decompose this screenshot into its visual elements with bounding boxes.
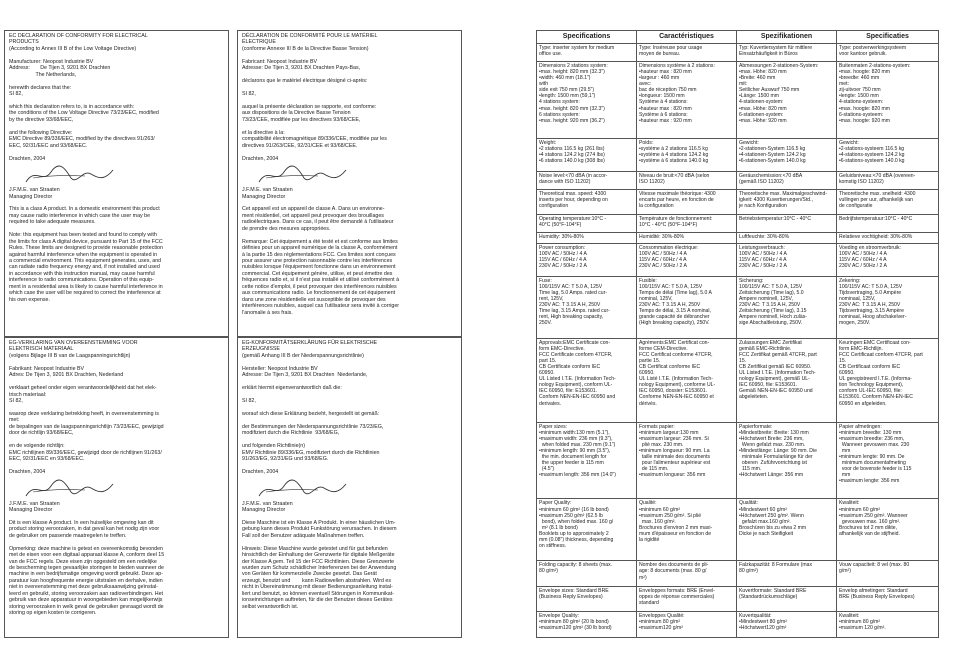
- spec-row: [537, 612, 939, 638]
- spec-cell: Theoretical max. speed: 4300 inserts per hour, depending on configuration: [537, 189, 637, 214]
- notice-line: his own expense.: [9, 296, 50, 303]
- declaration-notice: [242, 520, 457, 610]
- notice-line: in accordance with this instruction manual, may cause harmful: [9, 270, 155, 277]
- declaration-line: DÉCLARATION DE CONFORMITÉ POUR LE MATÉRIEL: [242, 33, 378, 39]
- spec-row: [537, 422, 939, 499]
- declaration-line: (gemäß Anhang III B der Niederspannungsrichtlinie): [242, 352, 364, 359]
- notice-line: hinsichtlich der Einhaltung der Grenzwerte für digitale Meßgeräte: [242, 552, 395, 559]
- declaration-line: modifiziert durch die Richtlinie 93/68/EG,: [242, 430, 340, 437]
- signature: [256, 477, 351, 501]
- declaration-notice: [242, 206, 457, 316]
- declaration-line: Fabrikant: Neopost Industrie BV: [9, 365, 85, 372]
- spec-cell: Paper sizes: •minimum width:130 mm (5.1"), •maximum width: 236 mm (9.3"), when folded max. 230 mm (9.1") •minimum length: 90 mm (3.5"), the min. document length for the upper feeder is 115 mm (4.5") •maximum length: 356 mm (14.0"): [537, 422, 637, 499]
- notice-line: product storing veroorzaken, in dat geval kan het nodig zijn voor: [9, 526, 160, 533]
- declaration-line: door de richtlijn 93/68/EEC,: [9, 430, 74, 437]
- declaration-header: [242, 33, 457, 162]
- declaration-line: EG-KONFORMITÄTSERKLÄRUNG FÜR ELEKTRISCHE: [242, 340, 378, 346]
- declaration-header: [242, 340, 457, 476]
- spec-cell: Zulassungen:EMC Zertifikat gemäß EMC-Richtlinie. FCC Zertifikat gemäß 47CFR, part 15. CB Zertifikat gemäß IEC 60950. UL Listed I.T.E. (Information Tech- nology Equipment), gemäß UL- IEC 60950, file: E153601. Gemäß NEN-EN-IEC 60950 und abgeleiteten.: [737, 339, 837, 423]
- declaration-line: der Bestimmungen der Niederspannungsrichtlinie 73/23/EG,: [242, 423, 384, 430]
- spec-cell: Operating temperature:10°C - 40°C (50°F-104°F): [537, 215, 637, 233]
- declaration-line: the conditions of the Low Voltage Directive 73/23/EEC, modified: [9, 110, 159, 117]
- notice-line: ment résidentiel, cet appareil peut provoquer des brouillages: [242, 212, 384, 219]
- spec-cell: Relatieve vochtigheid: 30%-80%: [837, 233, 939, 244]
- notice-line: de bescherming tegen gevaarlijke storingen te bieden wanneer de: [9, 565, 164, 572]
- signature-role: Managing Director: [9, 193, 53, 200]
- spec-cell: Kwaliteit: •minimum 80 g/m² •maximum 120 g/m².: [837, 612, 939, 638]
- signature-name: J.F.M.E. van Straaten: [9, 500, 60, 507]
- declaration-line: Adresse: De Tijen 3, 9201 BX Drachten Niederlande,: [242, 372, 368, 379]
- signature-name: J.F.M.E. van Straaten: [242, 500, 293, 507]
- declaration-line: (According to Annex III B of the Low Voltage Directive): [9, 45, 137, 52]
- notice-line: à la partie 15 des réglementations FCC. Ces limites sont conçues: [242, 251, 396, 258]
- declaration-line: met:: [9, 417, 20, 424]
- specifications-table: [536, 30, 939, 638]
- notice-line: which case the user will be required to correct the interference at: [9, 290, 161, 297]
- notice-line: fréquences radio et, si il n'est pas installé et utilisé conformément à: [242, 277, 400, 284]
- spec-cell: Consommation électrique: 100V AC / 50Hz / 4 A 115V AC / 60Hz / 4 A 230V AC / 50Hz / 2 A: [637, 244, 737, 277]
- notice-line: Cet appareil est un appareil de classe A. Dans un environne-: [242, 206, 385, 213]
- notice-line: interference to radio communications. Operation of this equip-: [9, 277, 154, 284]
- spec-cell: Vitesse maximale théorique: 4300 encarts par heure, en fonction de la configuration: [637, 189, 737, 214]
- declaration-line: Drachten, 2004: [242, 155, 279, 162]
- declaration-line: The Netherlands,: [9, 71, 77, 78]
- notice-line: dans une zone résidentielle est susceptible de provoquer des: [242, 296, 386, 303]
- spec-cell: Kwaliteit: •minimum 60 g/m² •maximum 250 g/m². Wanneer gevouwen max. 160 g/m². Brochures tot 2 mm dikte, afhankelijk van de stijfheid.: [837, 499, 939, 561]
- notice-line: ment in a residential area is likely to cause harmful interference in: [9, 283, 163, 290]
- notice-line: selbst verantwortlich ist.: [242, 603, 299, 610]
- spec-cell: Type: postverwerkingsysteem voor kantoor gebruik.: [837, 44, 939, 62]
- notice-line: leerd en gebruikt, storing veroorzaken aan radioverbindingen. Het: [9, 590, 163, 597]
- notice-line: Fall soll der Benutzer adäquate Maßnahmen treffen.: [242, 532, 365, 539]
- notice-line: commercial. Cet équipement génère, utilise, et peut émettre des: [242, 270, 393, 277]
- notice-line: Diese Maschine ist ein Klasse A Produkt. In einer häuslichen Um-: [242, 519, 396, 526]
- signature-scribble-icon: [256, 163, 351, 187]
- spec-cell: Falzkapazität: 8 Formulare (max 80 g/m²): [737, 561, 837, 586]
- declaration-line: trisch materiaal:: [9, 391, 47, 398]
- declaration-line: Drachten, 2004: [9, 469, 46, 476]
- declaration-line: by the directive 93/68/EEC,: [9, 116, 74, 123]
- spec-cell: Température de fonctionnement: 10°C - 40°C (50°F-104°F): [637, 215, 737, 233]
- spec-cell: Humidité: 30%-80%: [637, 233, 737, 244]
- declaration-en: [4, 30, 229, 337]
- spec-cell: Humidity: 30%-80%: [537, 233, 637, 244]
- notice-line: ionseinrichtungen auftreten, für die der Benutzer dieses Gerätes: [242, 597, 393, 604]
- spec-cell: Enveloppes Qualité: •minimum 80 g/m² •maximum120 g/m²: [637, 612, 737, 638]
- notice-line: interférences nuisibles, auquel cas l'utilisateur sera invité à corriger: [242, 303, 400, 310]
- notice-line: de gebruiker om passende maatregelen te treffen.: [9, 532, 127, 539]
- spec-row: [537, 233, 939, 244]
- declaration-line: Manufacturer: Neopost Industrie BV: [9, 58, 94, 65]
- spec-cell: Type: inserter system for medium office use.: [537, 44, 637, 62]
- notice-line: pour assurer une protection raisonnable contre les interférences: [242, 258, 393, 265]
- declaration-line: SI 82,: [242, 91, 256, 98]
- declaration-line: EG-VERKLARING VAN OVEREENSTEMMING VOOR: [9, 340, 138, 346]
- spec-cell: Kuvertformate: Standard BRE (Standardrückumschläge): [737, 586, 837, 611]
- spec-cell: Envelop afmetingen: Standard BRE (Business Reply Envelopes): [837, 586, 939, 611]
- declaration-line: Fabricant: Neopost Industrie BV: [242, 58, 318, 65]
- spec-cell: Abmessungen 2-stationen-System: •max. Höhe: 820 mm •Breite: 460 mm mit: Seitlicher Auswurf 750 mm •Länge: 1500 mm 4-stationen-system: •max. Höhe: 820 mm 6-stationen-system: •max. Höhe: 920 mm: [737, 62, 837, 139]
- notice-line: Note: this equipment has been tested and found to comply with: [9, 232, 157, 239]
- notice-line: l'anomalie à ses frais.: [242, 309, 293, 316]
- spec-row: [537, 189, 939, 214]
- spec-cell: Papierformate: •Mindestbreite: Breite: 130 mm •Höchstwert Breite: 236 mm, Wenn gefalzt max. 230 mm. •Mindestlänge: Länge: 90 mm. Die minimale Formularlänge für der oberen Zuführvorrichtung ist 115 mm. •Höchstwert Länge: 356 mm: [737, 422, 837, 499]
- spec-header-fr: Caractéristiques: [637, 31, 737, 44]
- declaration-line: Drachten, 2004: [242, 469, 279, 476]
- spec-cell: Bedrijfstemperatuur:10°C - 40°C: [837, 215, 939, 233]
- declaration-line: which this declaration refers to, is in accordance with:: [9, 103, 135, 110]
- notice-line: Opmerking: deze machine is getest en overeenkomstig bevonden: [9, 545, 163, 552]
- declaration-line: ERZEUGNISSE: [242, 346, 280, 353]
- spec-header-de: Spezifikationen: [737, 31, 837, 44]
- signature-scribble-icon: [23, 477, 118, 501]
- spec-cell: Papier afmetingen: •minimum breedte: 130 mm •maximum breedte: 236 mm, Wanneer gevouwen max. 230 mm •minimum lengte: 90 mm. De minimum documentafmeting voor de bovenste feeder is 115 mm •maximum lengte: 356 mm: [837, 422, 939, 499]
- declaration-line: Drachten, 2004: [9, 155, 46, 162]
- notice-line: Dit is een klasse A product. In een huiselijke omgeving kan dit: [9, 519, 154, 526]
- spec-cell: Agréments:EMC Certificat con- forme CEM-Directive. FCC Certificat conforme 47CFR, partie 15. CB Certificat conforme IEC 60950. UL Listé I.T.E. (Information Tech- nology Equipment), conforme UL- IEC 60950, dossier: E153601. Conforme NEN-EN-IEC 60950 et dérivés.: [637, 339, 737, 423]
- declaration-header: [9, 340, 224, 476]
- declaration-line: EMC Directive 89/336/EEC, modified by the directives 91/263/: [9, 136, 155, 143]
- declaration-line: ÉLECTRIQUE: [242, 39, 276, 46]
- spec-cell: Dimensions système à 2 stations: •hauteur max : 820 mm •largeur : 460 mm avec: bac de réception 750 mm •longueur: 1500 mm Système à 4 stations: •hauteur max : 820 mm Système à 6 stations: •hauteur max : 920 mm: [637, 62, 737, 139]
- declaration-line: erklärt hiermit eigenverantwortlich daß die:: [242, 385, 342, 392]
- signature-role: Managing Director: [242, 506, 286, 513]
- notice-line: van de FCC regels. Deze eisen zijn opgesteld om een redelijke: [9, 558, 157, 565]
- declaration-nl: [4, 337, 229, 638]
- spec-cell: Paper Quality: •minimum 60 g/m² (16 lb bond) •maximum 250 g/m² (62.5 lb bond), when folded max. 160 g/ m² (8.1 lb bond) Booklets up to approximately 2 mm (0.08") thickness, depending on stiffness.: [537, 499, 637, 561]
- signature-name: J.F.M.E. van Straaten: [242, 187, 293, 194]
- declaration-line: en de volgende richtlijn:: [9, 443, 65, 450]
- spec-cell: Luftfeuchte: 30%-80%: [737, 233, 837, 244]
- spec-cell: Zekering: 100/115V AC: T 5.0 A, 125V Tijdsvertraging, 5.0 Ampère nominaal, 125V, 230V AC: T 3.15 A H, 250V Tijdsvertraging, 3.15 Ampère nominaal, Hoog afschakelver- mogen, 250V.: [837, 277, 939, 339]
- spec-cell: Niveau de bruit:<70 dBA (selon ISO 11202): [637, 171, 737, 189]
- declaration-line: Hersteller: Neopost Industrie BV: [242, 365, 318, 372]
- spec-cell: Weight: •2 stations 116.5 kg (261 lbs) •4 stations 124.2 kg (274 lbs) •6 stations 140.0 kg (308 lbs): [537, 138, 637, 171]
- notice-line: der Klasse A gem. Teil 15 der FCC Richtlinien. Diese Grenzwerte: [242, 558, 395, 565]
- notice-line: Rules. These limits are designed to provide reasonable protection: [9, 245, 163, 252]
- notice-line: storing veroorzaken in welk geval de gebruiker gevraagd wordt de: [9, 603, 164, 610]
- declaration-line: and the following Directive:: [9, 129, 73, 136]
- spec-cell: Geluidsniveau:<70 dBA (overeen- komstig ISO 11202): [837, 171, 939, 189]
- signature: [256, 163, 351, 187]
- notice-line: nuisibles lorsque l'équipement fonctionne dans un environnement: [242, 264, 396, 271]
- spec-cell: Gewicht: •2-stations-systeem 116.5 kg •4-stations-systeem 124.2 kg •6-stations-systeem 140.0 kg: [837, 138, 939, 171]
- signature: [23, 163, 118, 187]
- declaration-line: Adres: De Tijen 3, 9201 BX Drachten, Nederland: [9, 372, 124, 379]
- notice-line: Hinweis: Diese Maschine wurde getestet und für gut befunden: [242, 545, 388, 552]
- spec-row: [537, 44, 939, 62]
- declaration-line: und folgenden Richtlinie(n): [242, 443, 306, 450]
- declaration-line: worauf sich diese Erklärung bezieht, hergestellt ist gemäß:: [242, 410, 380, 417]
- declaration-line: de bepalingen van de laagspanningsrichtlijn 73/23/EEC, gewijzigd: [9, 423, 164, 430]
- notice-line: gebruik van deze apparatuur in woongebieden kan mogelijkerwijs: [9, 597, 163, 604]
- notice-line: Remarque: Cet équipement a été testé et est conforme aux limites: [242, 238, 398, 245]
- spec-cell: Typ: Kuvertiersystem für mittlere Einsatzhäufigkeit in Büros: [737, 44, 837, 62]
- spec-cell: Dimensions 2 stations system: •max. height: 820 mm (32.3") •width: 460 mm (18.1") with side exit 750 mm (29.5") •length: 1500 mm (59,1") 4 stations system: •max. height: 820 mm (32.3") 6 stations system: •max. height: 920 mm (36.2"): [537, 62, 637, 139]
- declaration-notice: [9, 206, 224, 303]
- declaration-fr: [237, 30, 462, 337]
- declaration-line: 73/23/CEE, modifiée par les directives 93/68/CEE,: [242, 116, 361, 123]
- declaration-line: directives 91/263/CEE, 92/31/CEE et 93/68/CEE.: [242, 142, 358, 149]
- declaration-line: déclarons que le matériel électrique désigné ci-après:: [242, 78, 368, 85]
- spec-cell: Geräuschemission:<70 dBA (gemäß ISO 11202): [737, 171, 837, 189]
- spec-row: [537, 62, 939, 139]
- spec-cell: Kuvertqualität: •Mindestwert 80 g/m² •Höchstwert120 g/m²: [737, 612, 837, 638]
- signature: [23, 477, 118, 501]
- declaration-line: ELEKTRISCH MATERIAAL: [9, 346, 74, 353]
- spec-cell: Keuringen:EMC Certificaat con- form EMC-Richtlijn. FCC Certificaat conform 47CFR, part 15. CB Certificaat conform IEC 60950. UL geregistreerd I.T.E. (Informa- tion Technology Equipment), conform UL-IEC 60950, file: E153601. Conform NEN-EN-IEC 60950 en afgeleiden.: [837, 339, 939, 423]
- notice-line: von Geräten für kommerzielle Zwecke gesetzt. Das Gerät: [242, 571, 377, 578]
- notice-line: the limits for class A digital device, pursuant to Part 15 of the FCC: [9, 238, 163, 245]
- notice-line: met de eisen voor een digitaal apparaat klasse A, conform deel 15: [9, 552, 165, 559]
- spec-row: [537, 339, 939, 423]
- declaration-line: verklaart geheel onder eigen verantwoordelijkheid dat het elek-: [9, 385, 157, 392]
- declaration-line: compatibilité électromagnétique 89/336/CEE, modifiée par les: [242, 136, 387, 143]
- spec-cell: Poids: •système à 2 stations 116.5 kg •système à 4 stations 124.2 kg •système à 6 stations 140.0 kg: [637, 138, 737, 171]
- notice-line: paratuur kan hoogfrequente energie uitstralen en derhalve, indien: [9, 577, 163, 584]
- spec-header-nl: Specificaties: [837, 31, 939, 44]
- notice-line: can radiate radio frequency energy and, if not installed and used: [9, 264, 160, 271]
- notice-line: against harmful interference when the equipment is operated in: [9, 251, 158, 258]
- spec-row: [537, 586, 939, 611]
- spec-cell: Approvals:EMC Certificate con- form EMC-Directive. FCC Certificate conform 47CFR, part 15. CB Certificate conform IEC 60950. UL Listed I.T.E. (Information Tech- nology Equipment), conform UL- IEC 60950, file: E153601. Conform NEN-EN-IEC 60950 and derivates.: [537, 339, 637, 423]
- declaration-line: PRODUCTS: [9, 39, 39, 46]
- notice-line: storing op eigen kosten te corrigeren.: [9, 610, 97, 617]
- spec-cell: Buitenmaten 2-stations-system: •max. hoogte: 820 mm •breedte: 460 mm met: zij-uitvoer 750 mm •lengte: 1500 mm 4-stations-systeem: •max. hoogte: 820 mm 6-stations-systeem: •max. hoogte: 920 mm: [837, 62, 939, 139]
- spec-cell: Enveloppes formats: BRE (Envel- oppes de réponse commerciales) standard: [637, 586, 737, 611]
- spec-cell: Folding capacity: 8 sheets (max. 80 g/m²): [537, 561, 637, 586]
- notice-line: aux communications radio. Le fonctionnement de cet équipement: [242, 290, 396, 297]
- notice-line: définies pour un appareil numérique de la classe A, conformément: [242, 245, 398, 252]
- signature-role: Managing Director: [9, 506, 53, 513]
- declaration-line: 91/263/EG, 92/31/EG und 93/68/EG.: [242, 456, 329, 463]
- spec-row: [537, 138, 939, 171]
- declaration-line: SI 82,: [9, 398, 23, 405]
- spec-cell: Fusible: 100/115V AC: T 5.0 A, 125V Temps de délai (Time lag), 5.0 A nominal, 125V, 230V AC: T 3.15 A H, 250V Temps de délai, 3.15 A nominal, grande capacité de débrancher (High breaking capacity), 250V.: [637, 277, 737, 339]
- spec-cell: Nombre des documents de pli- age: 8 documents (max. 80 g/ m²): [637, 561, 737, 586]
- notice-line: gebung kann dieses Produkt Funkstörung verursachen. In diesem: [242, 526, 397, 533]
- notice-line: machine in een bedrijfsmatige omgeving wordt gebruikt. Deze ap-: [9, 571, 163, 578]
- spec-cell: Voeding en stroomverbruik: 100V AC / 50Hz / 4 A 115V AC / 60Hz / 4 A 230V AC / 50Hz / 2 A: [837, 244, 939, 277]
- spec-cell: Envelope Quality: •minimum 80 g/m² (20 lb bond) •maximum120 g/m² (30 lb bond): [537, 612, 637, 638]
- spec-header-row: [537, 31, 939, 44]
- declaration-line: waarop deze verklaring betrekking heeft, in overeenstemming is: [9, 410, 159, 417]
- notice-line: required to take adequate measures.: [9, 219, 96, 226]
- notice-line: may cause radio interference in which case the user may be: [9, 212, 151, 219]
- spec-row: [537, 244, 939, 277]
- spec-cell: Theoretische max. Maximalgeschwind- igkeit: 4300 Kuvertierungen/Std., je nach Konfiguration: [737, 189, 837, 214]
- notice-line: erzeugt, benutzt und kann Radiowellen abstrahlen. Wird es: [242, 577, 391, 584]
- signature-scribble-icon: [256, 477, 351, 501]
- spec-row: [537, 215, 939, 233]
- spec-row: [537, 561, 939, 586]
- spec-cell: Qualität: •Mindestwert 60 g/m² •Höchstwert 250 g/m². Wenn gefalzt max.160 g/m². Broschüren bis zu etwa 2 mm Dicke je nach Steifigkeit: [737, 499, 837, 561]
- notice-line: liert und benutzt, so können eventuell Störungen in Kommunikat-: [242, 590, 394, 597]
- notice-line: a commercial environment. This equipment generates, uses, and: [9, 258, 162, 265]
- spec-row: [537, 499, 939, 561]
- spec-row: [537, 277, 939, 339]
- declaration-line: Address: De Tijen 3, 9201 BX Drachten: [9, 65, 111, 72]
- spec-cell: Theoretische max. snelheid: 4300 vullingen per uur, afhankelijk van de configuratie: [837, 189, 939, 214]
- spec-cell: Betriebstemperatur:10°C - 40°C: [737, 215, 837, 233]
- notice-line: nicht in Übereinstimmung mit dieser Bedienungsanleitung instal-: [242, 584, 393, 591]
- declaration-line: SI 82,: [9, 91, 23, 98]
- declaration-line: EC DECLARATION OF CONFORMITY FOR ELECTRICAL: [9, 33, 148, 39]
- notice-line: niet in overeenstemming met deze gebruiksaanwijzing geïnstal-: [9, 584, 158, 591]
- spec-row: [537, 171, 939, 189]
- declaration-line: EMV Richtlinie 89/336/EG, modifiziert durch die Richtlinien: [242, 449, 380, 456]
- signature-name: J.F.M.E. van Straaten: [9, 187, 60, 194]
- spec-cell: Vouw capaciteit: 8 vel (max. 80 g/m²): [837, 561, 939, 586]
- signature-role: Managing Director: [242, 193, 286, 200]
- spec-cell: Gewicht: •2-stationen-System 116.5 kg •4-stationen-System 124.2 kg •6-stationen-System 140.0 kg: [737, 138, 837, 171]
- declaration-line: (conforme Annexe III B de la Directive Basse Tension): [242, 45, 369, 52]
- spec-cell: Sicherung: 100/115V AC: T 5.0 A, 125V Zeitsicherung (Time lag), 5.0 Ampere nominell, 125V, 230V AC: T 3.15 A H, 250V Zeitsicherung (Time lag), 3.15 Ampere nominell, Hoch zuläs- sige Abschaltleistung, 250V.: [737, 277, 837, 339]
- notice-line: radioélectriques. Dans ce cas, il peut être demandé à l'utilisateur: [242, 219, 394, 226]
- declaration-line: auquel la présente déclaration se rapporte, est conforme:: [242, 103, 377, 110]
- spec-header-en: Specifications: [537, 31, 637, 44]
- declaration-de: [237, 337, 462, 638]
- spec-cell: Power consumption: 100V AC / 50Hz / 4 A 115V AC / 60Hz / 4 A 230V AC / 50Hz / 2 A: [537, 244, 637, 277]
- declaration-line: aux dispositions de la Directive Basse Tension: [242, 110, 351, 117]
- declaration-line: EEC, 92/31/EEC en 93/68/EEC.: [9, 456, 85, 463]
- declaration-notice: [9, 520, 224, 617]
- spec-cell: Noise level:<70 dBA (in accor- dance with ISO 11202): [537, 171, 637, 189]
- spec-cell: Leistungsverbrauch: 100V AC / 50Hz / 4 A 115V AC / 60Hz / 4 A 230V AC / 50Hz / 2 A: [737, 244, 837, 277]
- spec-cell: Fuse: 100/115V AC: T 5.0 A, 125V Time lag, 5.0 Amps. rated cur- rent, 125V, 230V AC: T 3.15 A H, 250V Time lag, 3.15 Amps. rated cur- rent, High breaking capacity, 250V.: [537, 277, 637, 339]
- declaration-line: herewith declares that the:: [9, 84, 72, 91]
- declaration-line: SI 82,: [242, 398, 256, 405]
- declaration-line: et la directive à la:: [242, 129, 285, 136]
- spec-cell: Formats papier: •minimum largeur:130 mm •maximum largeur: 236 mm. Si plié max. 230 mm. •minimum longueur: 90 mm. La taille minimale des documents pour l'alimenteur supérieur est de 115 mm. •maximum longueur: 356 mm: [637, 422, 737, 499]
- spec-cell: Type: Inséreuse pour usage moyen de bureau.: [637, 44, 737, 62]
- notice-line: de prendre des mesures appropriées.: [242, 225, 331, 232]
- notice-line: wurden zum Schutz schädlicher Interferenzen bei der Anwendung: [242, 565, 397, 572]
- notice-line: This is a class A product. In a domestic environment this product: [9, 206, 160, 213]
- signature-scribble-icon: [23, 163, 118, 187]
- declaration-line: Adresse: De Tijen 3, 9201 BX Drachten Pays-Bas,: [242, 65, 361, 72]
- declaration-line: EMC richtlijnen 89/336/EEC, gewijzigd door de richtlijnen 91/263/: [9, 449, 162, 456]
- spec-cell: Qualité: •minimum 60 g/m² •maximum 250 g/m². Si plié max. 160 g/m². Brochures d'environ 2 mm maxi- mum d'épaisseur en fonction de la rigidité: [637, 499, 737, 561]
- declaration-header: [9, 33, 224, 162]
- spec-cell: Envelope sizes: Standard BRE (Business Reply Envelopes): [537, 586, 637, 611]
- declaration-line: EEC, 92/31/EEC and 93/68/EEC.: [9, 142, 88, 149]
- notice-line: cette notice d'emploi, il peut provoquer des interférences nuisibles: [242, 283, 397, 290]
- declaration-line: (volgens Bijlage III B van de Laagspanningsrichtlijn): [9, 352, 131, 359]
